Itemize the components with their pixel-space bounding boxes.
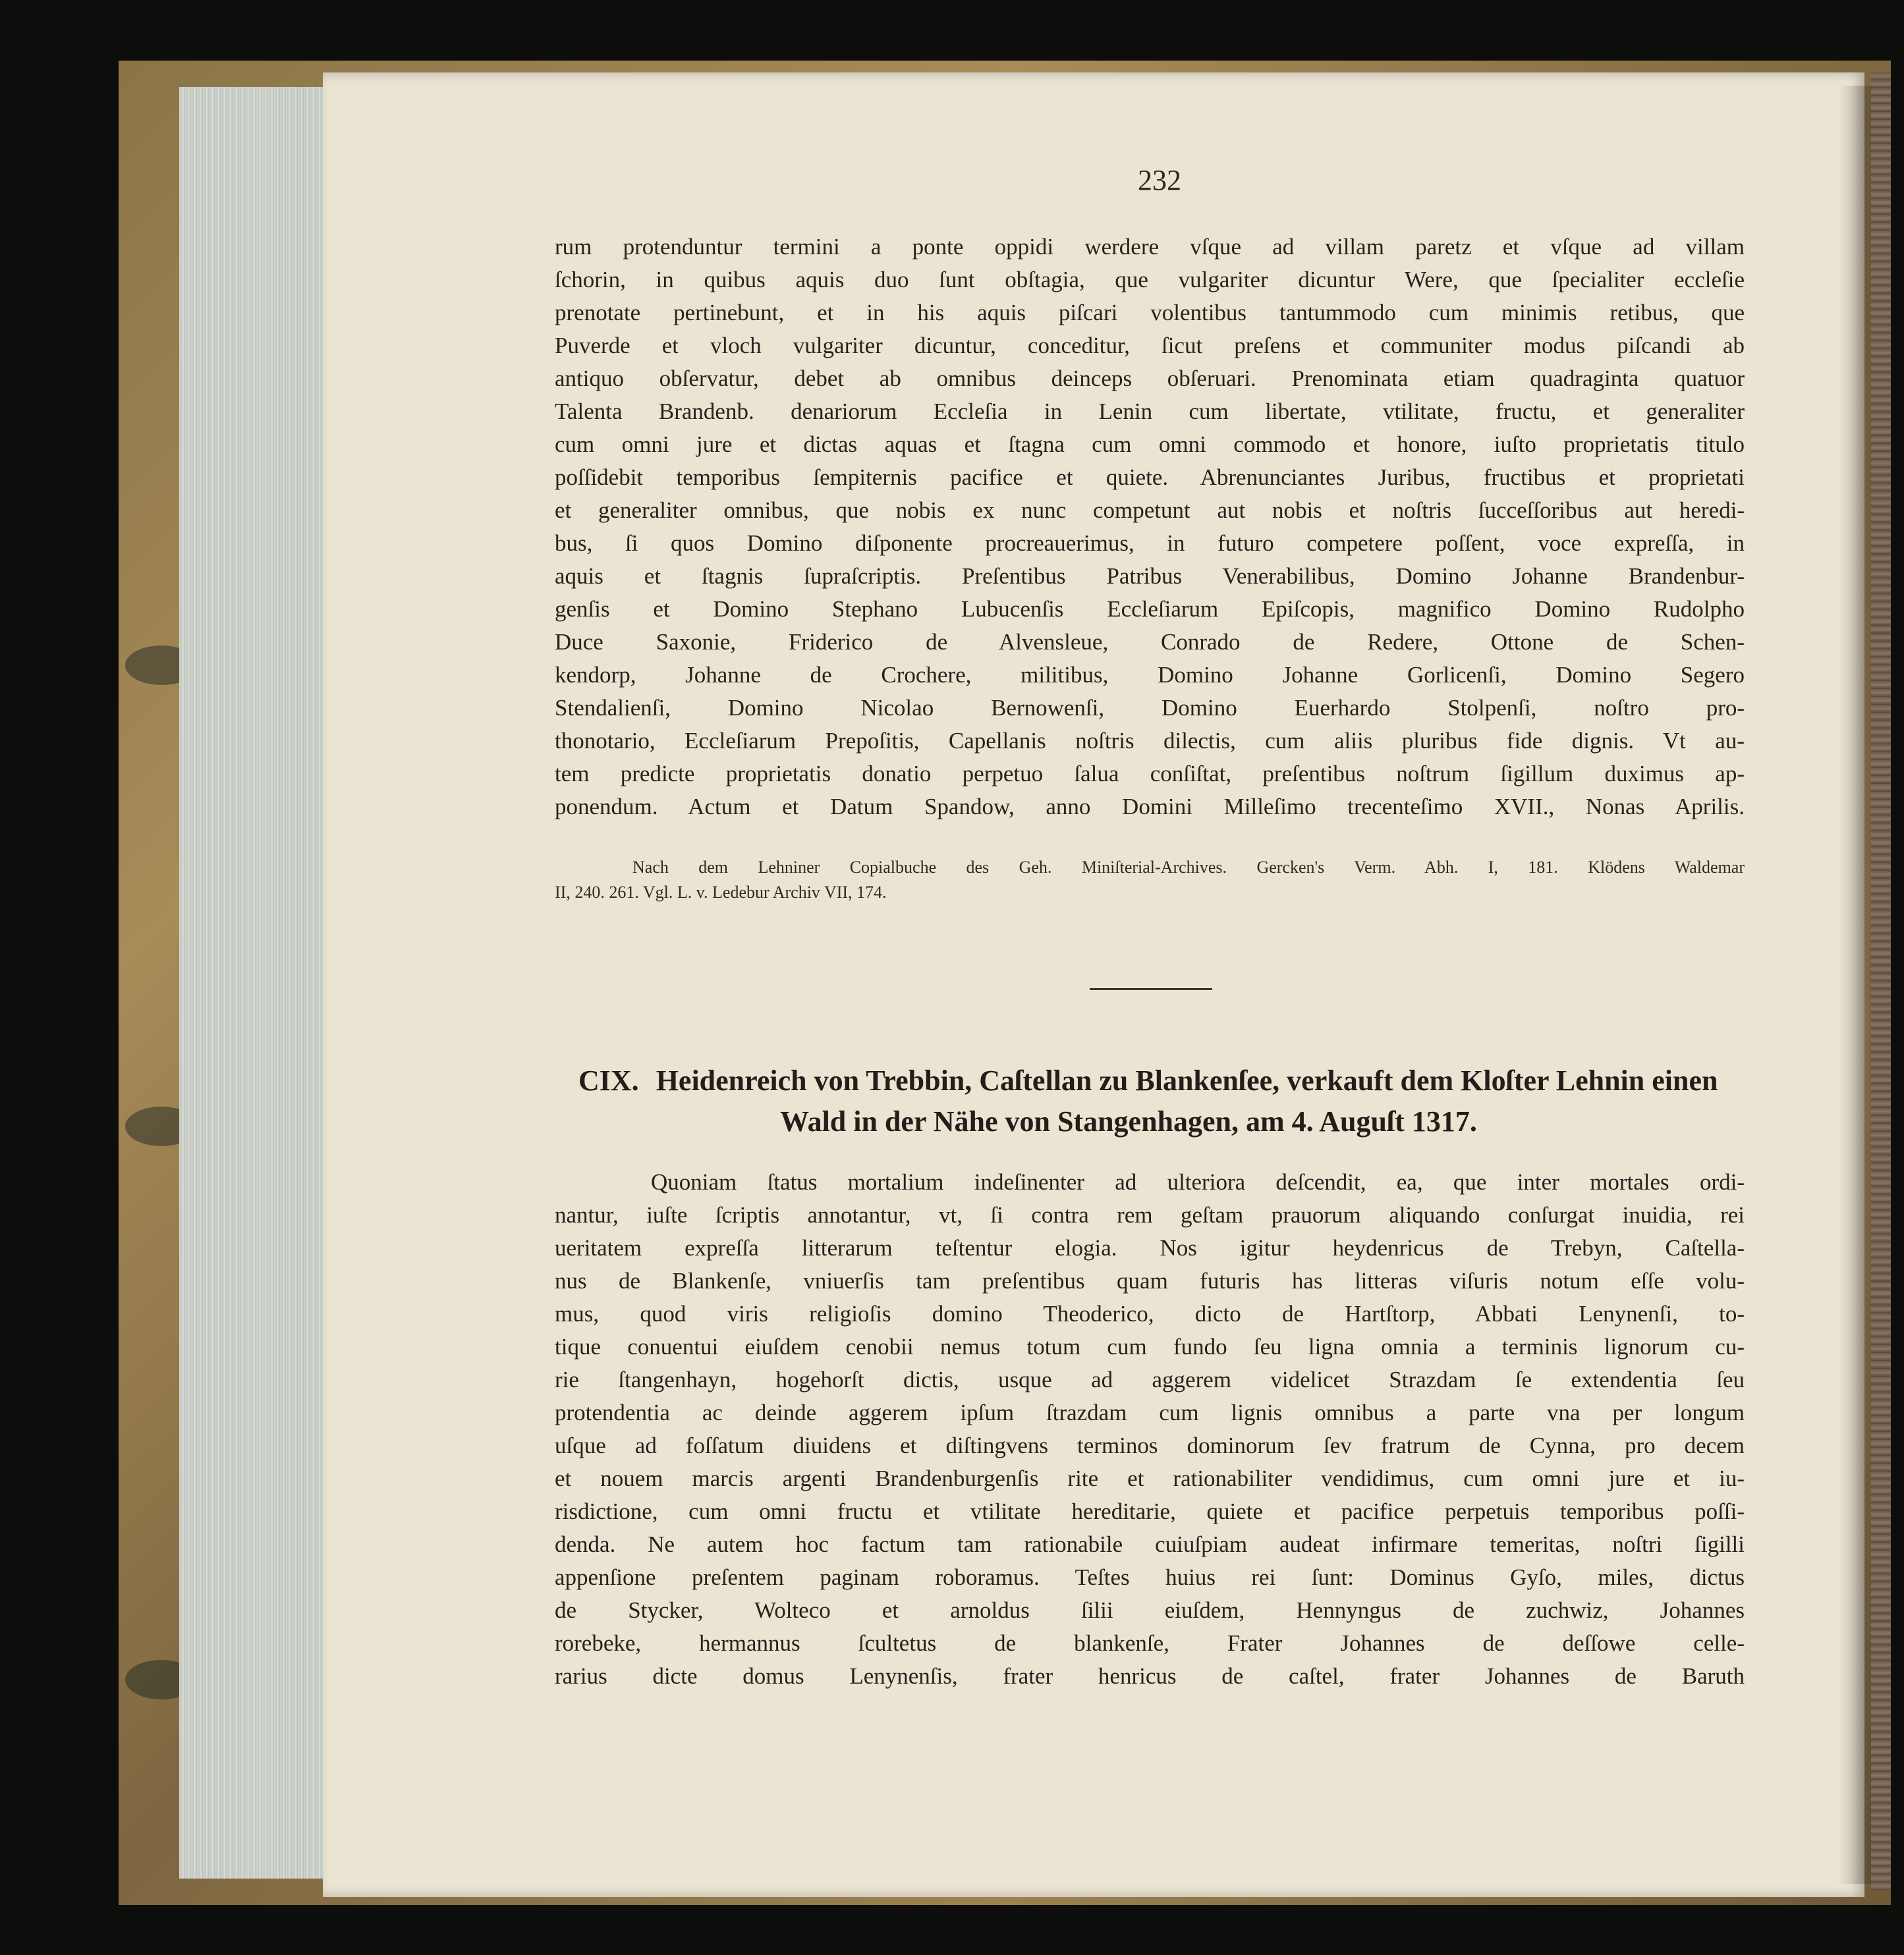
text-line: genſis et Domino Stephano Lubucenſis Eccleſiarum Epiſcopis, magnifico Domino Rudolpho bbox=[555, 596, 1745, 622]
page-number: 232 bbox=[1138, 164, 1181, 196]
text-line: appenſione preſentem paginam roboramus. Teſtes huius rei ſunt: Dominus Gyſo, miles, dictus bbox=[555, 1564, 1745, 1590]
text-line: rum protenduntur termini a ponte oppidi werdere vſque ad villam paretz et vſque ad villam bbox=[555, 234, 1745, 260]
text-line: prenotate pertinebunt, et in his aquis piſcari volentibus tantummodo cum minimis retibus, que bbox=[555, 300, 1745, 325]
text-line: thonotario, Eccleſiarum Prepoſitis, Capellanis noſtris dilectis, cum aliis pluribus fide dignis. Vt au- bbox=[555, 728, 1745, 754]
charter-number: CIX. bbox=[578, 1064, 639, 1097]
text-line: de Stycker, Wolteco et arnoldus ſilii eiuſdem, Hennyngus de zuchwiz, Johannes bbox=[555, 1597, 1745, 1623]
text-line: rorebeke, hermannus ſcultetus de blankenſe, Frater Johannes de deſſowe celle- bbox=[555, 1630, 1745, 1656]
page-gutter-shadow bbox=[1838, 86, 1871, 1884]
book-spine-edge bbox=[1871, 72, 1891, 1890]
text-line: poſſidebit temporibus ſempiternis pacifice et quiete. Abrenunciantes Juribus, fructibus et proprietati bbox=[555, 464, 1745, 490]
text-line: nus de Blankenſe, vniuerſis tam preſentibus quam futuris has litteras viſuris notum eſſe volu- bbox=[555, 1268, 1745, 1294]
text-line: ponendum. Actum et Datum Spandow, anno Domini Milleſimo trecenteſimo XVII., Nonas Aprilis. bbox=[555, 794, 1745, 819]
text-line: protendentia ac deinde aggerem ipſum ſtrazdam cum lignis omnibus a parte vna per longum bbox=[555, 1400, 1745, 1425]
text-line: et generaliter omnibus, que nobis ex nunc competunt aut nobis et noſtris ſucceſſoribus aut heredi- bbox=[555, 497, 1745, 523]
source-footnote bbox=[555, 855, 1745, 905]
footnote-line: Nach dem Lehniner Copialbuche des Geh. Miniſterial-Archives. Gercken's Verm. Abh. I, 181. Klödens Waldemar bbox=[632, 858, 1745, 877]
footnote-line: II, 240. 261. Vgl. L. v. Ledebur Archiv VII, 174. bbox=[555, 883, 887, 902]
text-line: antiquo obſervatur, debet ab omnibus deinceps obſeruari. Prenominata etiam quadraginta quatuor bbox=[555, 366, 1745, 391]
paragraph-charter-text bbox=[555, 1166, 1745, 1693]
text-line: uſque ad foſſatum diuidens et diſtingvens terminos dominorum ſev fratrum de Cynna, pro decem bbox=[555, 1433, 1745, 1458]
text-line: cum omni jure et dictas aquas et ſtagna cum omni commodo et honore, iuſto proprietatis titulo bbox=[555, 431, 1745, 457]
text-line: Puverde et vloch vulgariter dicuntur, conceditur, ſicut preſens et communiter modus piſcandi ab bbox=[555, 333, 1745, 358]
text-line: bus, ſi quos Domino diſponente procreauerimus, in futuro competere poſſent, voce expreſſa, in bbox=[555, 530, 1745, 556]
text-line: tem predicte proprietatis donatio perpetuo ſalua conſiſtat, preſentibus noſtrum ſigillum duximus ap- bbox=[555, 761, 1745, 786]
text-line: nantur, iuſte ſcriptis annotantur, vt, ſi contra rem geſtam prauorum aliquando conſurgat inuidia, rei bbox=[555, 1202, 1745, 1228]
text-line: mus, quod viris religioſis domino Theoderico, dicto de Hartſtorp, Abbati Lenynenſi, to- bbox=[555, 1301, 1745, 1327]
text-line: rie ſtangenhayn, hogehorſt dictis, usque ad aggerem videlicet Strazdam ſe extendentia ſeu bbox=[555, 1367, 1745, 1392]
text-line: denda. Ne autem hoc factum tam rationabile cuiuſpiam audeat infirmare temeritas, noſtri ſigilli bbox=[555, 1531, 1745, 1557]
paragraph-charter-continuation bbox=[555, 231, 1745, 823]
text-line: ueritatem expreſſa litterarum teſtentur elogia. Nos igitur heydenricus de Trebyn, Caſtella- bbox=[555, 1235, 1745, 1261]
charter-heading bbox=[578, 1060, 1764, 1142]
text-line: ſchorin, in quibus aquis duo ſunt obſtagia, que vulgariter dicuntur Were, que ſpecialiter eccleſie bbox=[555, 267, 1745, 292]
text-line: aquis et ſtagnis ſupraſcriptis. Preſentibus Patribus Venerabilibus, Domino Johanne Brandenbur- bbox=[555, 563, 1745, 589]
text-line: et nouem marcis argenti Brandenburgenſis rite et rationabiliter vendidimus, cum omni jure et iu- bbox=[555, 1466, 1745, 1491]
text-line: Talenta Brandenb. denariorum Eccleſia in Lenin cum libertate, vtilitate, fructu, et generaliter bbox=[555, 399, 1745, 424]
page-edge-stack bbox=[179, 87, 337, 1879]
text-line: risdictione, cum omni fructu et vtilitate hereditarie, quiete et pacifice perpetuis temporibus poſſi- bbox=[555, 1499, 1745, 1524]
heading-line: Wald in der Nähe von Stangenhagen, am 4. Auguſt 1317. bbox=[780, 1105, 1477, 1138]
text-line: tique conuentui eiuſdem cenobii nemus totum cum fundo ſeu ligna omnia a terminis lignorum cu- bbox=[555, 1334, 1745, 1360]
heading-line: Heidenreich von Trebbin, Caſtellan zu Blankenſee, verkauft dem Kloſter Lehnin einen bbox=[656, 1064, 1718, 1097]
section-divider bbox=[1090, 988, 1212, 990]
text-line: kendorp, Johanne de Crochere, militibus, Domino Johanne Gorlicenſi, Domino Segero bbox=[555, 662, 1745, 688]
text-line: Duce Saxonie, Friderico de Alvensleue, Conrado de Redere, Ottone de Schen- bbox=[555, 629, 1745, 655]
text-line: Quoniam ſtatus mortalium indeſinenter ad ulteriora deſcendit, ea, que inter mortales ordi- bbox=[651, 1169, 1745, 1195]
text-line: Stendalienſi, Domino Nicolao Bernowenſi, Domino Euerhardo Stolpenſi, noſtro pro- bbox=[555, 695, 1745, 721]
text-line: rarius dicte domus Lenynenſis, frater henricus de caſtel, frater Johannes de Baruth bbox=[555, 1663, 1745, 1689]
